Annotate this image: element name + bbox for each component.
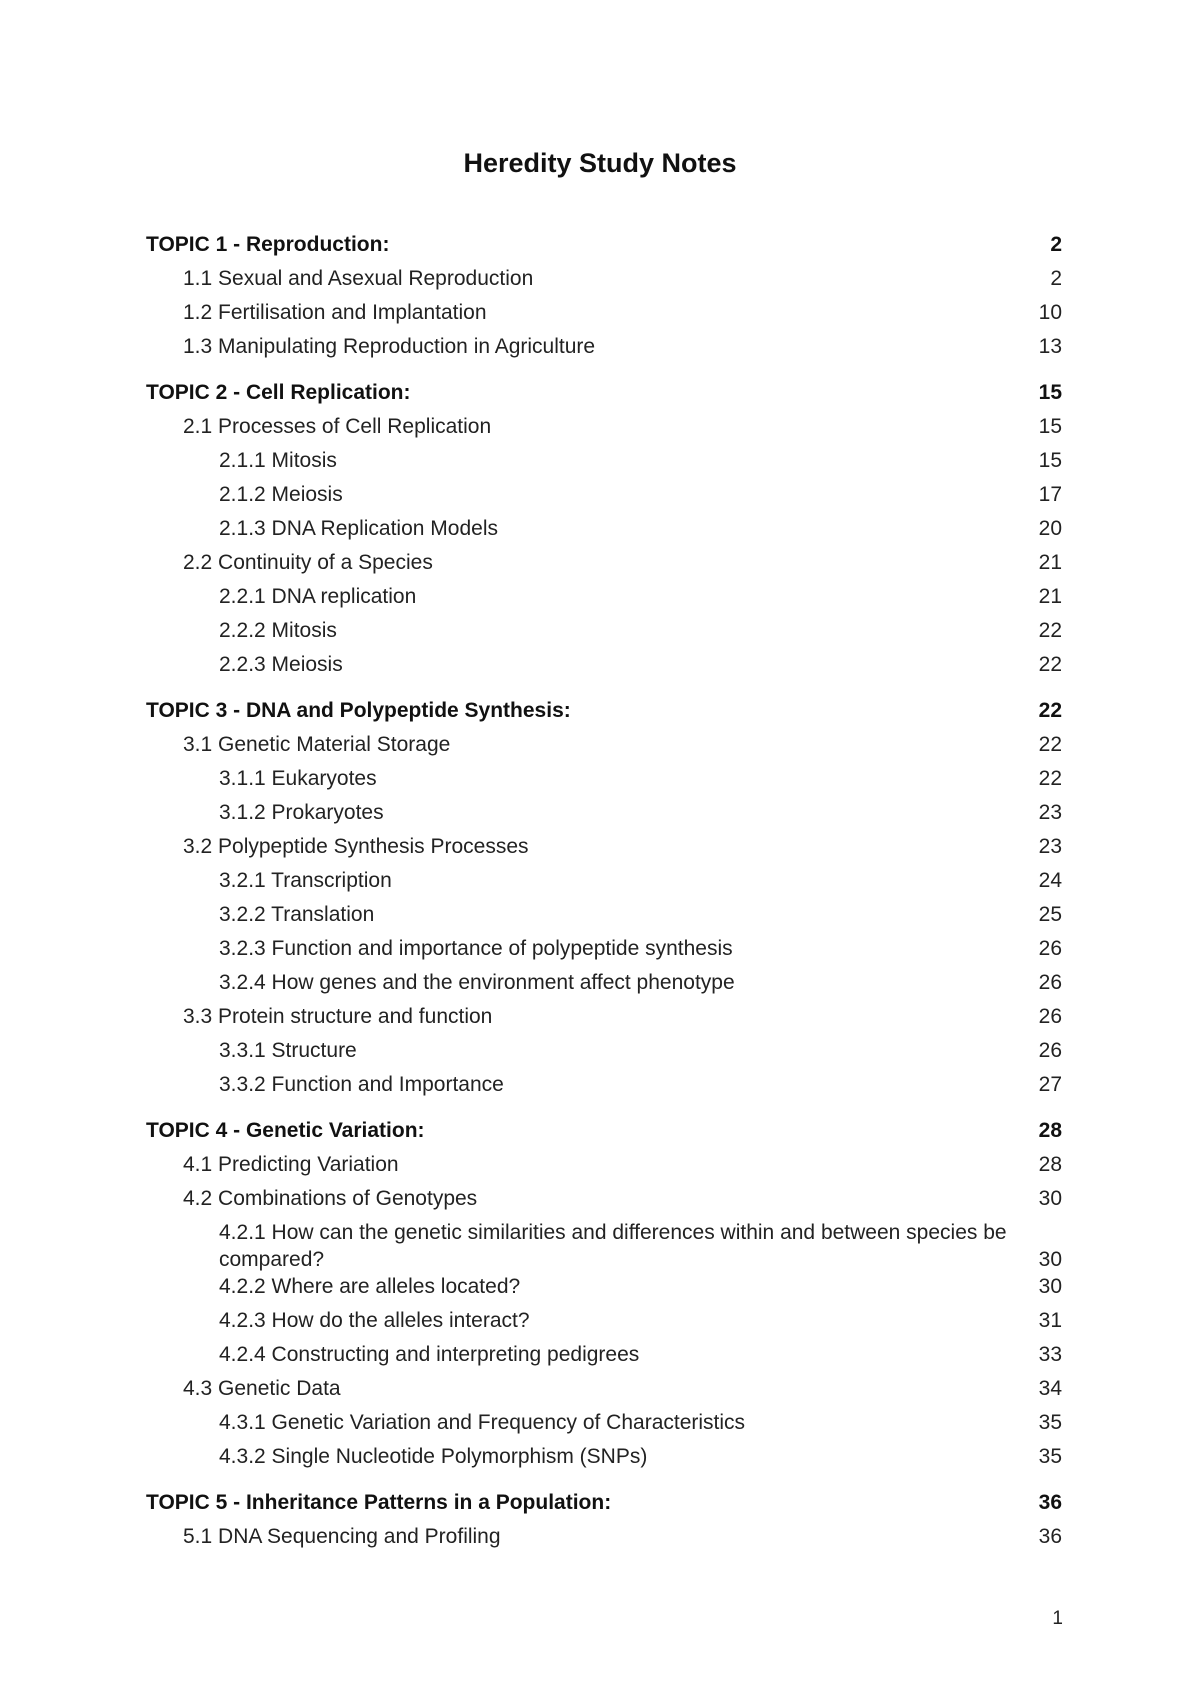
toc-entry-page: 28 [1038,1153,1062,1176]
toc-entry-1-2[interactable] [146,296,1062,330]
toc-entry-label: 2.2.2 Mitosis [219,619,337,642]
toc-entry-2-1[interactable] [146,410,1062,444]
toc-entry-label: 3.1.2 Prokaryotes [219,801,384,824]
toc-entry-page: 17 [1038,483,1062,506]
toc-entry-page: 15 [1038,415,1062,438]
toc-entry-label: 3.2.4 How genes and the environment affect phenotype [219,971,735,994]
toc-entry-3-3-1[interactable] [146,1034,1062,1068]
toc-entry-3-2-1[interactable] [146,864,1062,898]
toc-entry-page: 33 [1038,1343,1062,1366]
toc-entry-page: 35 [1038,1445,1062,1468]
toc-entry-label: 3.2 Polypeptide Synthesis Processes [183,835,529,858]
toc-entry-label: 4.2.3 How do the alleles interact? [219,1309,530,1332]
toc-entry-label: TOPIC 3 - DNA and Polypeptide Synthesis: [146,699,571,722]
toc-entry-label: 3.2.3 Function and importance of polypeptide synthesis [219,937,733,960]
toc-entry-page: 10 [1038,301,1062,324]
toc-entry-label: TOPIC 1 - Reproduction: [146,233,390,256]
toc-entry-2-2[interactable] [146,546,1062,580]
toc-entry-page: 35 [1038,1411,1062,1434]
toc-entry-label: TOPIC 5 - Inheritance Patterns in a Population: [146,1491,612,1514]
toc-entry-label: 3.3 Protein structure and function [183,1005,493,1028]
toc-entry-label: TOPIC 2 - Cell Replication: [146,381,411,404]
toc-entry-label: TOPIC 4 - Genetic Variation: [146,1119,425,1142]
document-title: Heredity Study Notes [463,148,737,178]
toc-entry-page: 2 [1050,267,1062,290]
toc-entry-label: 4.2.2 Where are alleles located? [219,1275,521,1298]
toc-entry-label: 4.2.1 How can the genetic similarities and differences within and between species be compared? [219,1221,1007,1271]
toc-entry-page: 23 [1038,801,1062,824]
toc-entry-4-2-2[interactable] [146,1270,1062,1304]
toc-entry-page: 28 [1038,1119,1062,1142]
toc-entry-label: 4.3 Genetic Data [183,1377,341,1400]
toc-entry-3-1-1[interactable] [146,762,1062,796]
toc-entry-label: 2.1 Processes of Cell Replication [183,415,492,438]
toc-entry-page: 26 [1038,971,1062,994]
toc-entry-4-1[interactable] [146,1148,1062,1182]
toc-entry-4-2-3[interactable] [146,1304,1062,1338]
toc-entry-page: 15 [1038,449,1062,472]
toc-entry-5-1[interactable] [146,1520,1062,1554]
toc-entry-label: 3.1 Genetic Material Storage [183,733,451,756]
toc-entry-2-2-2[interactable] [146,614,1062,648]
toc-entry-label: 1.1 Sexual and Asexual Reproduction [183,267,534,290]
toc-entry-page: 2 [1050,233,1062,256]
toc-entry-label: 1.3 Manipulating Reproduction in Agriculture [183,335,596,358]
toc-entry-page: 22 [1038,733,1062,756]
toc-entry-topic-3[interactable] [146,694,1062,728]
toc-entry-page: 26 [1038,937,1062,960]
toc-entry-page: 21 [1038,551,1062,574]
toc-entry-3-3-2[interactable] [146,1068,1062,1102]
toc-entry-page: 34 [1038,1377,1062,1400]
toc-entry-2-2-1[interactable] [146,580,1062,614]
toc-entry-page: 13 [1038,335,1062,358]
toc-entry-label: 2.2.1 DNA replication [219,585,417,608]
toc-entry-page: 30 [1038,1248,1062,1271]
toc-entry-page: 22 [1038,699,1062,722]
toc-entry-page: 30 [1038,1275,1062,1298]
toc-entry-page: 22 [1038,653,1062,676]
toc-entry-page: 21 [1038,585,1062,608]
toc-entry-label: 2.1.1 Mitosis [219,449,337,472]
toc-entry-topic-1[interactable] [146,228,1062,262]
toc-entry-label: 3.1.1 Eukaryotes [219,767,377,790]
section-gap [146,1474,1062,1486]
toc-entry-label: 2.2.3 Meiosis [219,653,343,676]
toc-entry-page: 26 [1038,1005,1062,1028]
toc-entry-label: 2.1.2 Meiosis [219,483,343,506]
toc-entry-label: 4.2.4 Constructing and interpreting pedigrees [219,1343,640,1366]
toc-entry-label: 4.1 Predicting Variation [183,1153,399,1176]
toc-entry-3-2-3[interactable] [146,932,1062,966]
toc-entry-3-1[interactable] [146,728,1062,762]
toc-entry-label: 3.3.1 Structure [219,1039,357,1062]
toc-entry-2-2-3[interactable] [146,648,1062,682]
toc-entry-label: 4.3.2 Single Nucleotide Polymorphism (SNPs) [219,1445,648,1468]
section-gap [146,682,1062,694]
toc-entry-3-2[interactable] [146,830,1062,864]
toc-entry-page: 36 [1038,1525,1062,1548]
toc-entry-label: 5.1 DNA Sequencing and Profiling [183,1525,501,1548]
toc-entry-4-2-4[interactable] [146,1338,1062,1372]
toc-entry-label: 4.3.1 Genetic Variation and Frequency of Characteristics [219,1411,746,1434]
toc-entry-3-3[interactable] [146,1000,1062,1034]
toc-entry-page: 24 [1038,869,1062,892]
toc-entry-4-3-2[interactable] [146,1440,1062,1474]
page-number: 1 [1052,1608,1063,1629]
toc-entry-page: 22 [1038,767,1062,790]
toc-entry-topic-2[interactable] [146,376,1062,410]
toc-entry-page: 26 [1038,1039,1062,1062]
toc-entry-3-1-2[interactable] [146,796,1062,830]
toc-entry-4-2[interactable] [146,1182,1062,1216]
toc-entry-topic-5[interactable] [146,1486,1062,1520]
toc-entry-label: 3.3.2 Function and Importance [219,1073,504,1096]
toc-entry-label: 3.2.2 Translation [219,903,375,926]
toc-entry-page: 36 [1038,1491,1062,1514]
toc-entry-page: 31 [1038,1309,1062,1332]
toc-entry-page: 20 [1038,517,1062,540]
toc-entry-topic-4[interactable] [146,1114,1062,1148]
toc-entry-page: 22 [1038,619,1062,642]
toc-entry-2-1-2[interactable] [146,478,1062,512]
toc-entry-label: 2.1.3 DNA Replication Models [219,517,498,540]
section-gap [146,1102,1062,1114]
toc-entry-4-3[interactable] [146,1372,1062,1406]
toc-entry-page: 25 [1038,903,1062,926]
toc-entry-label: 4.2 Combinations of Genotypes [183,1187,478,1210]
section-gap [146,364,1062,376]
toc-entry-4-2-1[interactable] [146,1216,1062,1270]
toc-entry-page: 23 [1038,835,1062,858]
toc-entry-4-3-1[interactable] [146,1406,1062,1440]
toc-entry-3-2-2[interactable] [146,898,1062,932]
toc-entry-label: 1.2 Fertilisation and Implantation [183,301,487,324]
toc-entry-2-1-3[interactable] [146,512,1062,546]
toc-entry-page: 27 [1038,1073,1062,1096]
toc-entry-3-2-4[interactable] [146,966,1062,1000]
toc-entry-1-3[interactable] [146,330,1062,364]
toc-entry-page: 30 [1038,1187,1062,1210]
toc-entry-2-1-1[interactable] [146,444,1062,478]
table-of-contents [146,228,1062,1554]
toc-entry-label: 3.2.1 Transcription [219,869,392,892]
toc-entry-label: 2.2 Continuity of a Species [183,551,433,574]
toc-entry-page: 15 [1038,381,1062,404]
toc-entry-1-1[interactable] [146,262,1062,296]
